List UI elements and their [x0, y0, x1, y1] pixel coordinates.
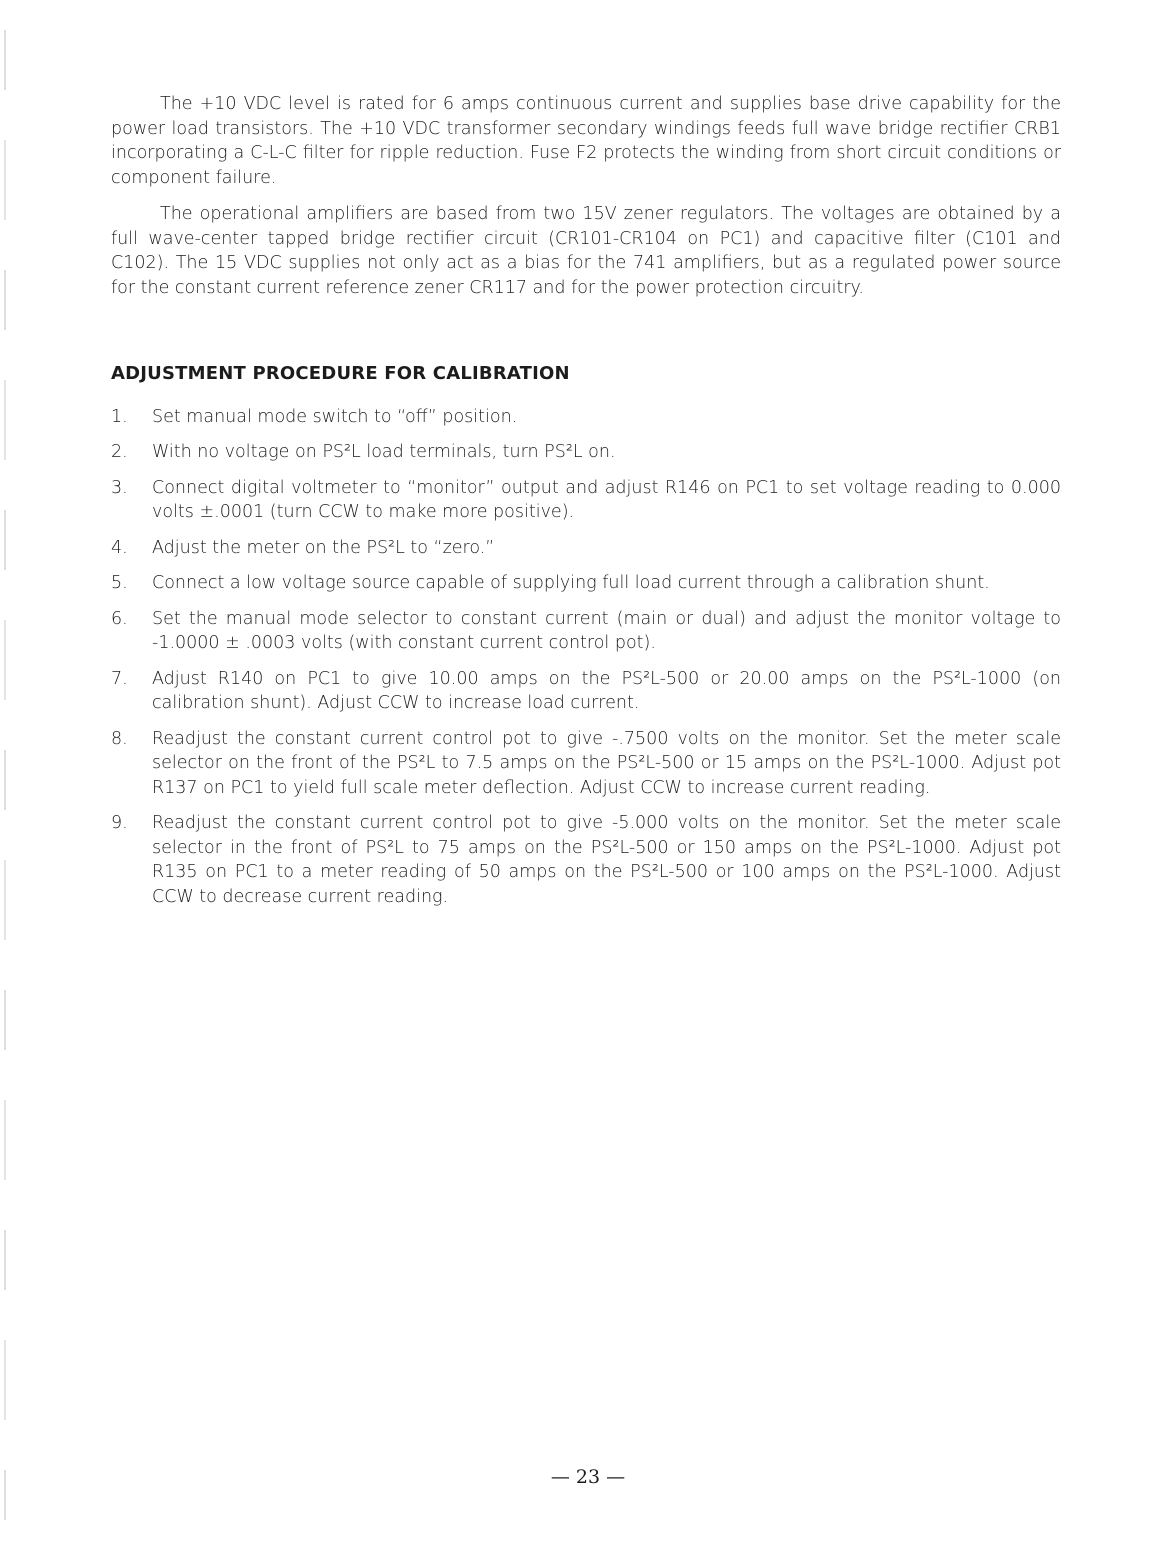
list-item	[111, 811, 1061, 909]
step-number: 2.	[111, 442, 128, 462]
step-text: Set manual mode switch to “off” position.	[152, 406, 518, 427]
step-number: 9.	[111, 813, 128, 833]
step-text: Set the manual mode selector to constant current (main or dual) and adjust the monitor voltage to -1.0000 ± .0003 volts (with constant current control pot).	[152, 608, 1061, 653]
step-text: Readjust the constant current control pot to give -5.000 volts on the monitor. Set the meter scale selector in the front of PS²L to 75 amps on the PS²L-500 or 150 amps on the PS²L-1000. Adjust pot R135 on PC1 to a meter reading of 50 amps on the PS²L-500 or 100 amps on the PS²L-1000. Adjust CCW to decrease current reading.	[152, 813, 1061, 907]
step-number: 1.	[111, 406, 128, 427]
step-number: 3.	[111, 477, 128, 498]
step-number: 4.	[111, 537, 128, 558]
step-number: 8.	[111, 728, 128, 749]
page-body	[111, 92, 1061, 920]
scan-edge-artifact	[4, 30, 6, 1520]
step-text: Adjust the meter on the PS²L to “zero.”	[152, 537, 495, 558]
calibration-steps-list	[111, 405, 1061, 910]
step-text: Connect a low voltage source capable of supplying full load current through a calibration shunt.	[152, 573, 990, 593]
step-number: 7.	[111, 668, 128, 689]
list-item	[111, 727, 1061, 801]
list-item	[111, 405, 1061, 430]
list-item	[111, 667, 1061, 716]
section-heading: ADJUSTMENT PROCEDURE FOR CALIBRATION	[111, 363, 570, 384]
list-item	[111, 440, 1061, 465]
step-number: 6.	[111, 608, 128, 629]
step-text: With no voltage on PS²L load terminals, turn PS²L on.	[152, 442, 616, 462]
list-item	[111, 607, 1061, 656]
list-item	[111, 571, 1061, 596]
paragraph-power-supply: The +10 VDC level is rated for 6 amps continuous current and supplies base drive capability for the power load transistors. The +10 VDC transformer secondary windings feeds full wave bridge rectifier CRB1 incorporating a C-L-C filter for ripple reduction. Fuse F2 protects the winding from short circuit conditions or component failure.	[111, 94, 1061, 188]
page-number: — 23 —	[550, 1466, 626, 1488]
step-number: 5.	[111, 573, 128, 593]
list-item	[111, 536, 1061, 561]
list-item	[111, 476, 1061, 525]
step-text: Connect digital voltmeter to “monitor” output and adjust R146 on PC1 to set voltage reading to 0.000 volts ±.0001 (turn CCW to make more positive).	[152, 477, 1061, 522]
step-text: Readjust the constant current control pot to give -.7500 volts on the monitor. Set the meter scale selector on the front of the PS²L to 7.5 amps on the PS²L-500 or 15 amps on the PS²L-1000. Adjust pot R137 on PC1 to yield full scale meter deflection. Adjust CCW to increase current reading.	[152, 728, 1061, 798]
paragraph-operational-amplifiers: The operational amplifiers are based from two 15V zener regulators. The voltages are obtained by a full wave-center tapped bridge rectifier circuit (CR101-CR104 on PC1) and capacitive filter (C101 and C102). The 15 VDC supplies not only act as a bias for the 741 amplifiers, but as a regulated power source for the constant current reference zener CR117 and for the power protection circuitry.	[111, 204, 1061, 298]
step-text: Adjust R140 on PC1 to give 10.00 amps on the PS²L-500 or 20.00 amps on the PS²L-1000 (on calibration shunt). Adjust CCW to increase load current.	[152, 668, 1061, 713]
